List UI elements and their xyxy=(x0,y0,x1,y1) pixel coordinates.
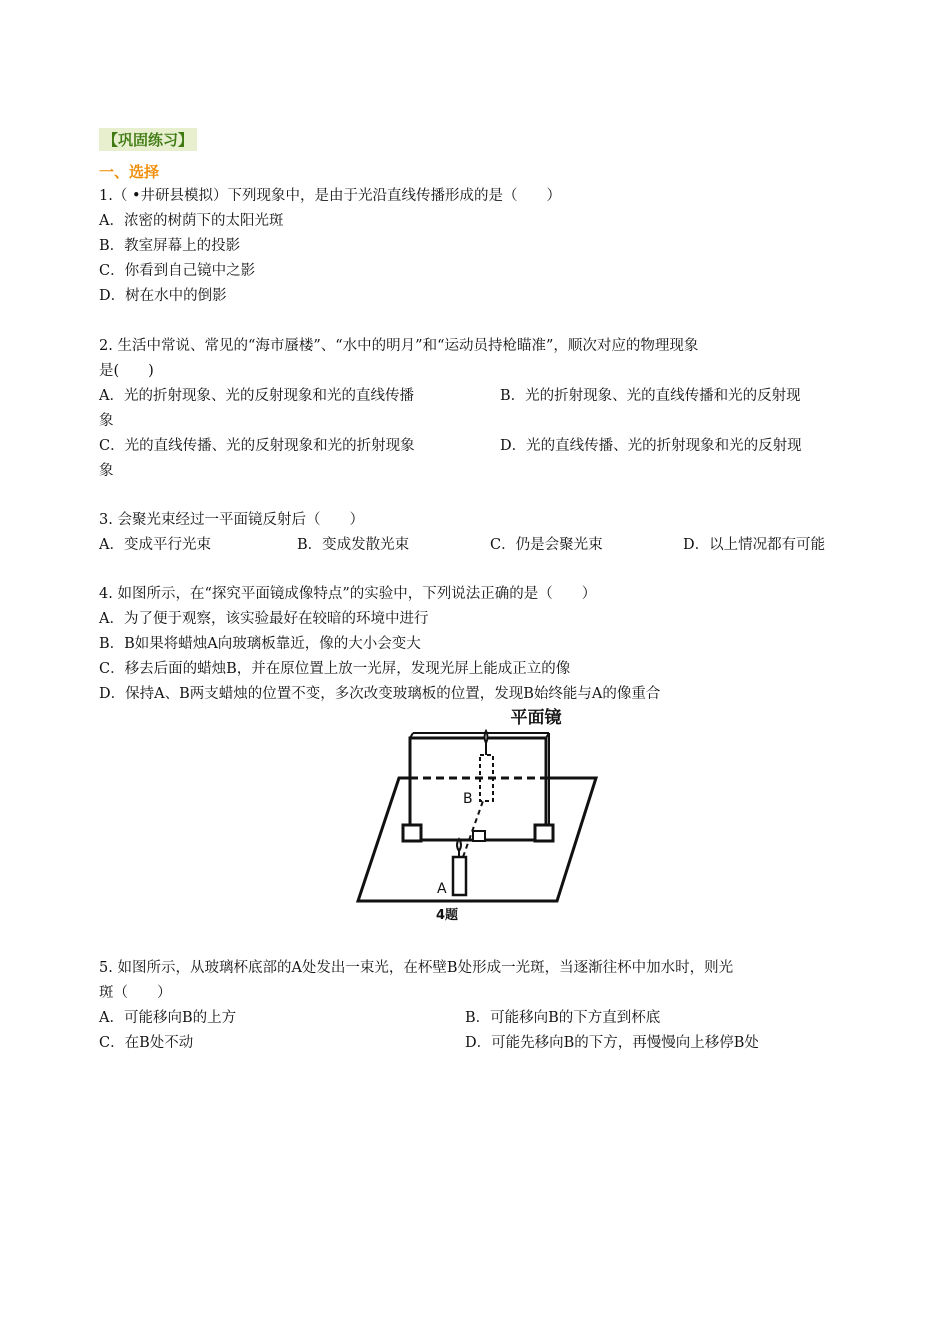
mirror-foot-left xyxy=(403,825,421,841)
q4-option-b[interactable]: B．B如果将蜡烛A向玻璃板靠近，像的大小会变大 xyxy=(99,636,421,652)
q4-option-a[interactable]: A．为了便于观察，该实验最好在较暗的环境中进行 xyxy=(99,611,429,627)
q2-option-d[interactable]: D．光的直线传播、光的折射现象和光的反射现 xyxy=(500,438,802,454)
q3-stem: 3. 会聚光束经过一平面镜反射后（ ） xyxy=(99,512,364,528)
q5-stem: 5. 如图所示，从玻璃杯底部的A处发出一束光，在杯壁B处形成一光斑，当逐渐往杯中加水时，则光 xyxy=(99,960,734,976)
q4-option-c[interactable]: C．移去后面的蜡烛B，并在原位置上放一光屏，发现光屏上能成正立的像 xyxy=(99,661,571,677)
q5-stem-cont: 斑（ ） xyxy=(99,985,172,1001)
section-heading: 一、选择 xyxy=(99,163,160,181)
label-a: A xyxy=(437,881,447,897)
q3-option-a[interactable]: A．变成平行光束 xyxy=(99,537,211,553)
q5-option-b[interactable]: B．可能移向B的下方直到杯底 xyxy=(465,1010,661,1026)
plane-mirror-figure xyxy=(343,705,613,925)
label-b: B xyxy=(463,791,473,807)
q1-option-d[interactable]: D．树在水中的倒影 xyxy=(99,288,227,304)
q5-option-c[interactable]: C．在B处不动 xyxy=(99,1035,194,1051)
q2-option-d-cont: 象 xyxy=(99,463,114,479)
q2-option-b-cont: 象 xyxy=(99,413,114,429)
mirror-foot-right xyxy=(535,825,553,841)
q3-option-c[interactable]: C．仍是会聚光束 xyxy=(490,537,603,553)
q1-option-a[interactable]: A．浓密的树荫下的太阳光斑 xyxy=(99,213,284,229)
q2-option-b[interactable]: B．光的折射现象、光的直线传播和光的反射现 xyxy=(500,388,801,404)
q2-option-a[interactable]: A．光的折射现象、光的反射现象和光的直线传播 xyxy=(99,388,414,404)
q3-option-b[interactable]: B．变成发散光束 xyxy=(297,537,410,553)
q5-option-d[interactable]: D．可能先移向B的下方，再慢慢向上移停B处 xyxy=(465,1035,759,1051)
q5-option-a[interactable]: A．可能移向B的上方 xyxy=(99,1010,237,1026)
q4-option-d[interactable]: D．保持A、B两支蜡烛的位置不变，多次改变玻璃板的位置，发现B始终能与A的像重合 xyxy=(99,686,661,702)
q1-option-c[interactable]: C．你看到自己镜中之影 xyxy=(99,263,256,279)
glass-plate xyxy=(410,738,546,840)
q2-option-c[interactable]: C．光的直线传播、光的反射现象和光的折射现象 xyxy=(99,438,415,454)
q2-stem: 2. 生活中常说、常见的“海市蜃楼”、“水中的明月”和“运动员持枪瞄准”，顺次对应的物理现象 xyxy=(99,338,699,354)
candle-a xyxy=(453,857,466,895)
candle-a-flame xyxy=(457,839,461,857)
q1-stem: 1.（ •井研县模拟）下列现象中，是由于光沿直线传播形成的是（ ） xyxy=(99,188,561,204)
q2-stem-cont: 是( ) xyxy=(99,363,154,379)
q4-stem: 4. 如图所示，在“探究平面镜成像特点”的实验中，下列说法正确的是（ ） xyxy=(99,586,597,602)
q3-option-d[interactable]: D．以上情况都有可能 xyxy=(683,537,826,553)
figure-title: 平面镜 xyxy=(510,708,562,728)
figure-caption: 4题 xyxy=(435,908,459,923)
section-tag: 【巩固练习】 xyxy=(99,128,197,151)
q1-option-b[interactable]: B．教室屏幕上的投影 xyxy=(99,238,241,254)
